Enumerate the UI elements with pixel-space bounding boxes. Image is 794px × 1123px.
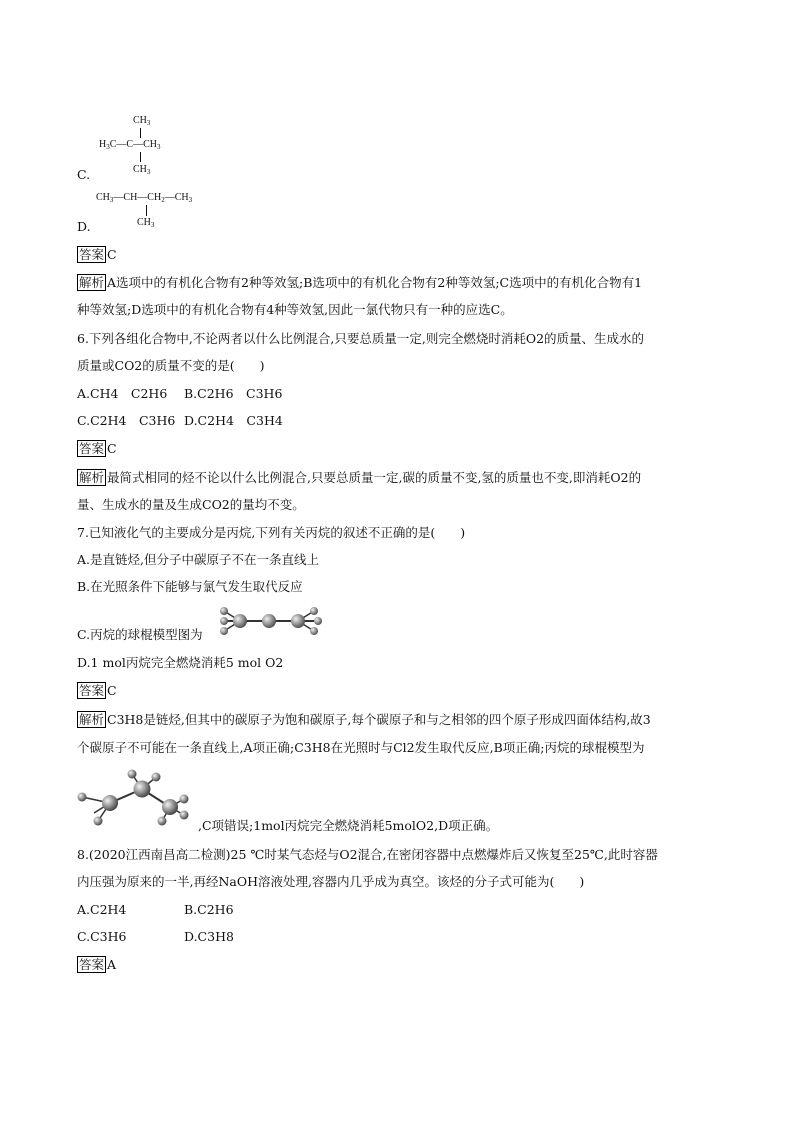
bond-line xyxy=(140,128,141,138)
formula-c-bottom: $CH_3$ xyxy=(133,164,151,176)
q5-analysis-line2: 种等效氢;D选项中的有机化合物有4种等效氢,因此一氯代物只有一种的应选C。 xyxy=(77,302,513,317)
answer-tag: 答案 xyxy=(79,957,105,972)
q7-option-b: B.在光照条件下能够与氯气发生取代反应 xyxy=(77,579,303,594)
q6-analysis-line2: 量、生成水的量及生成CO2的量均不变。 xyxy=(77,497,305,512)
formula-c-middle: $H_3C—C—CH_3$ xyxy=(99,139,161,151)
option-d-label: D. xyxy=(77,219,91,234)
bond-line xyxy=(146,205,147,216)
q7-answer: 答案 C xyxy=(79,683,117,698)
formula-d-chain: $CH_3—CH—CH_2—CH_3$ xyxy=(96,192,193,204)
q6-option-d: D.C2H4 C3H4 xyxy=(184,413,283,428)
linear-propane-model xyxy=(214,606,324,636)
q7-analysis-line1: 解析 C3H8是链烃,但其中的碳原子为饱和碳原子,每个碳原子和与之相邻的四个原子形成四面体结构,故3 xyxy=(79,712,651,727)
analysis-tag: 解析 xyxy=(79,470,105,485)
q6-option-b: B.C2H6 C3H6 xyxy=(184,386,283,401)
bond-line xyxy=(140,152,141,162)
q7-stem: 7.已知液化气的主要成分是丙烷,下列有关丙烷的叙述不正确的是( ) xyxy=(77,525,466,540)
q8-option-c: C.C3H6 xyxy=(77,929,127,944)
q8-stem-line1: 8.(2020江西南昌高二检测)25 ℃时某气态烃与O2混合,在密闭容器中点燃爆炸后又恢复至25℃,此时容器 xyxy=(77,847,658,862)
q7-analysis-line3: ,C项错误;1mol丙烷完全燃烧消耗5molO2,D项正确。 xyxy=(198,818,499,833)
analysis-tag: 解析 xyxy=(79,712,105,727)
q6-option-c: C.C2H4 C3H6 xyxy=(77,413,176,428)
answer-tag: 答案 xyxy=(79,247,105,262)
q8-option-a: A.C2H4 xyxy=(77,902,127,917)
q6-analysis-line1: 解析 最简式相同的烃不论以什么比例混合,只要总质量一定,碳的质量不变,氢的质量也不变,即消耗O2的 xyxy=(79,470,642,485)
q5-analysis-line1: 解析 A选项中的有机化合物有2种等效氢;B选项中的有机化合物有2种等效氢;C选项中的有机化合物有1 xyxy=(79,275,643,290)
answer-tag: 答案 xyxy=(79,441,105,456)
q6-answer: 答案 C xyxy=(79,441,117,456)
q6-stem-line1: 6.下列各组化合物中,不论两者以什么比例混合,只要总质量一定,则完全燃烧时消耗O2的质量、生成水的 xyxy=(77,331,645,346)
q8-stem-line2: 内压强为原来的一半,再经NaOH溶液处理,容器内几乎成为真空。该烃的分子式可能为( ) xyxy=(77,874,585,889)
q5-answer: 答案 C xyxy=(79,247,117,262)
zigzag-propane-model xyxy=(74,769,199,829)
answer-tag: 答案 xyxy=(79,683,105,698)
q6-stem-line2: 质量或CO2的质量不变的是( ) xyxy=(77,358,265,373)
q7-analysis-line2: 个碳原子不可能在一条直线上,A项正确;C3H8在光照时与Cl2发生取代反应,B项正确;丙烷的球棍模型为 xyxy=(77,740,645,755)
q8-answer: 答案 A xyxy=(79,957,117,972)
q7-option-a: A.是直链烃,但分子中碳原子不在一条直线上 xyxy=(77,552,319,567)
formula-d-branch: $CH_3$ xyxy=(137,217,155,229)
option-c-label: C. xyxy=(77,167,91,182)
q6-option-a: A.CH4 C2H6 xyxy=(77,386,168,401)
analysis-tag: 解析 xyxy=(79,275,105,290)
q8-option-b: B.C2H6 xyxy=(184,902,234,917)
formula-c-top: $CH_3$ xyxy=(133,115,151,127)
q8-option-d: D.C3H8 xyxy=(184,929,234,944)
q7-option-c: C.丙烷的球棍模型图为 xyxy=(77,627,203,642)
q7-option-d: D.1 mol丙烷完全燃烧消耗5 mol O2 xyxy=(77,655,284,670)
